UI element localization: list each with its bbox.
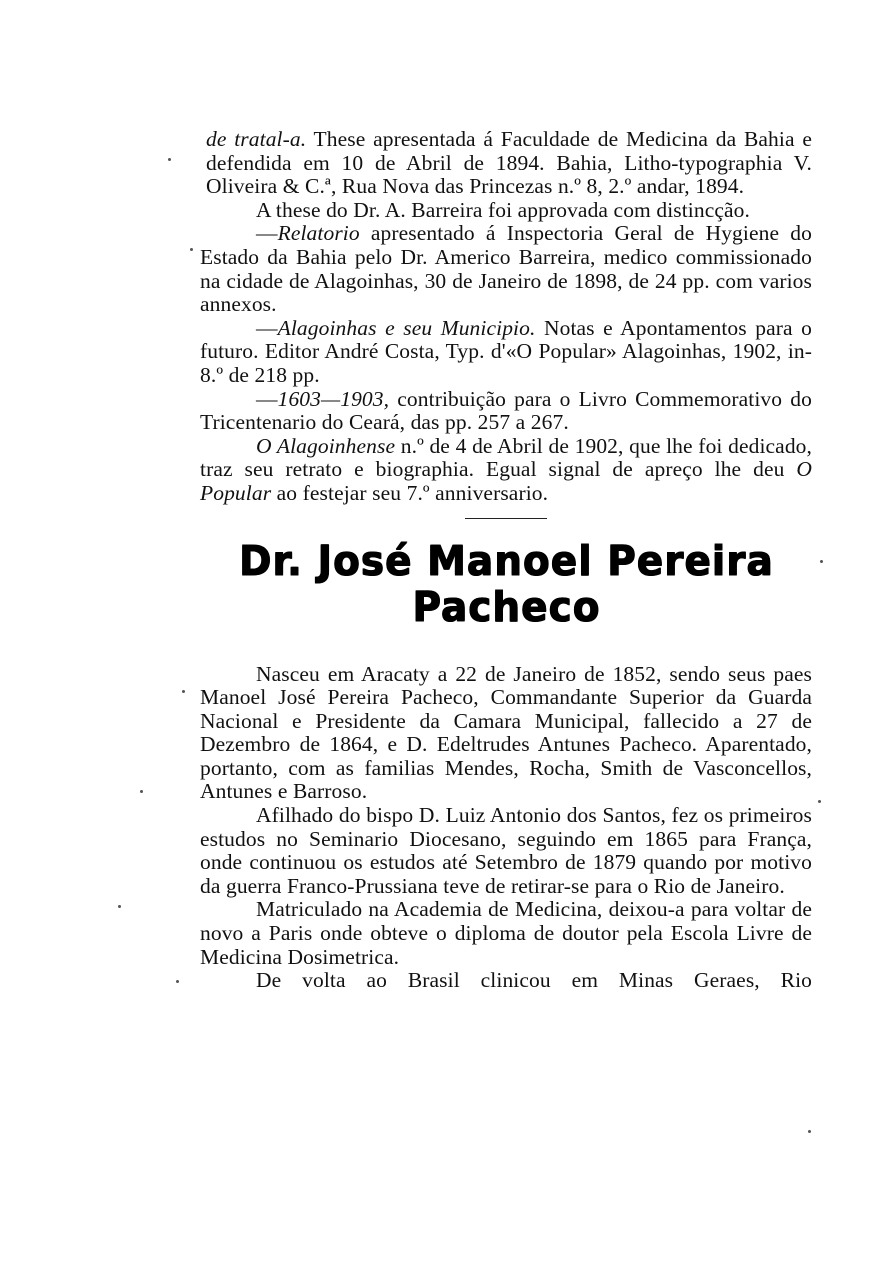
tricentenario-dash: — [256,386,278,411]
popular-title-italic: O Popular [200,457,812,505]
section-divider [465,518,547,519]
alagoinhas-dash: — [256,315,278,340]
tricentenario-paragraph [200,388,812,435]
biography-heading: Dr. José Manoel Pereira Pacheco [238,537,774,631]
scan-speck [190,248,193,251]
scan-speck [820,560,823,563]
scan-speck [118,905,121,908]
relatorio-title-italic: Relatorio [277,221,360,246]
thesis-title-italic: de tratal-a. [206,127,307,151]
studies-paragraph: Afilhado do bispo D. Luiz Antonio dos Santos, fez os primeiros estudos no Seminario Diocesano, seguindo em 1865 para França, onde continuou os estudos até Setembro de 1879 quando por motivo da guerra Franco-Prussiana teve de retirar-se para o Rio de Janeiro. [200,803,812,898]
approval-text: A these do Dr. A. Barreira foi approvada com distincção. [256,197,750,222]
thesis-text: These apresentada á Faculdade de Medicina da Bahia e defendida em 10 de Abril de 1894. Bahia, Litho-typographia V. Oliveira & C.ª, Rua Nova das Princezas n.º 8, 2.º andar, 1894. [206,127,812,199]
thesis-paragraph [206,128,812,199]
alagoinhense-tail: ao festejar seu 7.º anniversario. [271,480,549,505]
academy-paragraph: Matriculado na Academia de Medicina, deixou-a para voltar de novo a Paris onde obteve o diploma de doutor pela Escola Livre de Medicina Dosimetrica. [200,897,812,969]
text-column [200,128,812,993]
scan-speck [168,158,171,161]
alagoinhense-text: n.º de 4 de Abril de 1902, que lhe foi dedicado, traz seu retrato e biographia. Egual signal de apreço lhe deu [200,433,812,482]
scan-speck [176,980,179,983]
alagoinhas-title-italic: Alagoinhas e seu Municipio. [277,315,536,340]
tricentenario-text: contribuição para o Livro Commemorativo do Tricentenario do Ceará, das pp. 257 a 267. [200,386,812,435]
relatorio-text: apresentado á Inspectoria Geral de Hygiene do Estado da Bahia pelo Dr. Americo Barreira, medico commissionado na cidade de Alagoinhas, 30 de Janeiro de 1898, de 24 pp. com varios annexos. [200,221,812,317]
alagoinhense-paragraph [200,435,812,506]
approval-paragraph [200,199,812,223]
alagoinhense-title-italic: O Alagoinhense [256,433,396,458]
return-paragraph: De volta ao Brasil clinicou em Minas Geraes, Rio [256,968,812,993]
tricentenario-title-italic: 1603—1903, [277,386,390,411]
relatorio-paragraph [200,222,812,316]
alagoinhas-paragraph [200,317,812,388]
scan-speck [808,1130,811,1133]
scan-speck [818,800,821,803]
birth-paragraph: Nasceu em Aracaty a 22 de Janeiro de 1852, sendo seus paes Manoel José Pereira Pacheco, Commandante Superior da Guarda Nacional e Presidente da Camara Municipal, fallecido a 27 de Dezembro de 1864, e D. Edeltrudes Antunes Pacheco. Aparentado, portanto, com as familias Mendes, Rocha, Smith de Vasconcellos, Antunes e Barroso. [200,661,812,804]
scan-speck [140,790,143,793]
scan-speck [182,690,185,693]
alagoinhas-text: Notas e Apontamentos para o futuro. Editor André Costa, Typ. d'«O Popular» Alagoinhas, 1902, in-8.º de 218 pp. [200,315,812,387]
relatorio-dash: — [256,221,278,246]
